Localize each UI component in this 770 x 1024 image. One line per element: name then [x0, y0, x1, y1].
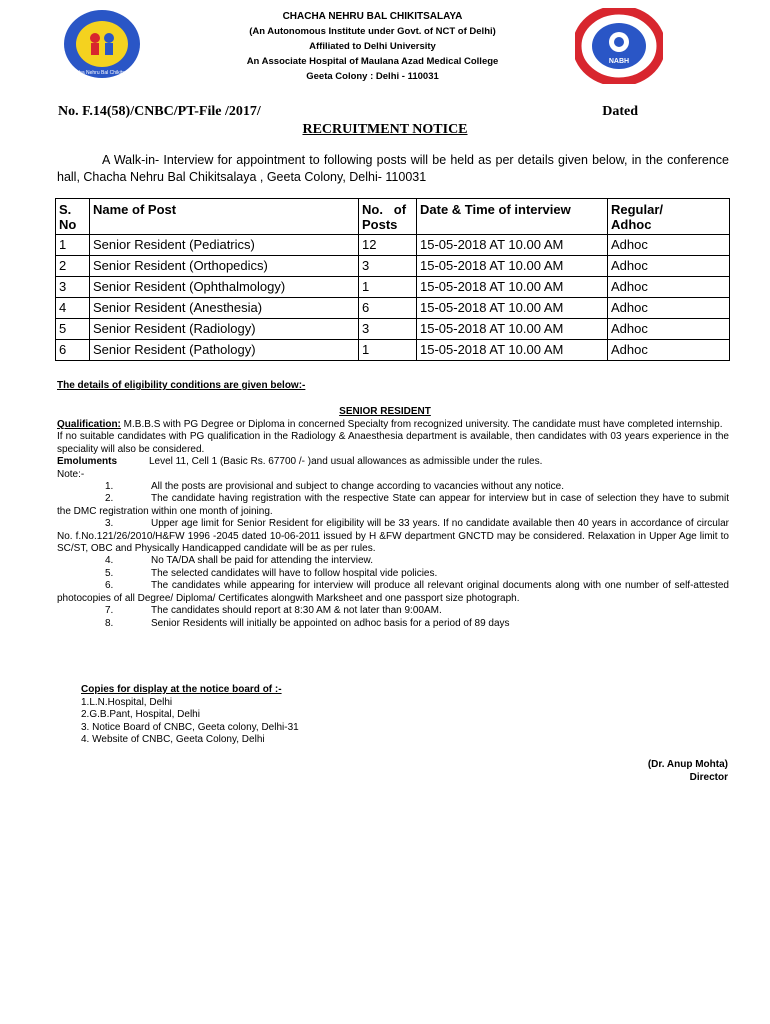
note-text: The candidates should report at 8:30 AM & not later than 9:00AM. [151, 605, 442, 617]
header-name: Name of Post [90, 199, 359, 235]
cell-posts: 3 [359, 256, 417, 277]
note-number: 6. [105, 580, 114, 592]
cell-name: Senior Resident (Anesthesia) [90, 298, 359, 319]
eligibility-body [57, 419, 729, 630]
header-sno-b: No [59, 217, 77, 232]
nabh-logo [575, 8, 663, 84]
cell-name: Senior Resident (Ophthalmology) [90, 277, 359, 298]
note-label: Note:- [57, 468, 85, 480]
header-type-a: Regular/ [611, 202, 664, 217]
cell-date: 15-05-2018 AT 10.00 AM [417, 298, 608, 319]
cell-date: 15-05-2018 AT 10.00 AM [417, 340, 608, 361]
cell-date: 15-05-2018 AT 10.00 AM [417, 235, 608, 256]
reference-number: No. F.14(58)/CNBC/PT-File /2017/ [58, 104, 261, 119]
senior-resident-heading: SENIOR RESIDENT [339, 406, 431, 417]
note-number: 8. [105, 617, 114, 629]
note-number: 7. [105, 605, 114, 617]
list-item: 1.L.N.Hospital, Delhi [81, 696, 173, 708]
cell-type: Adhoc [608, 319, 730, 340]
note-number: 2. [105, 493, 114, 505]
cell-name: Senior Resident (Orthopedics) [90, 256, 359, 277]
copies-list [81, 684, 299, 747]
cell-sno: 6 [56, 340, 90, 361]
note-text: Upper age limit for Senior Resident for eligibility will be 33 years. If no candidate available then 40 years in accordance of circular No. f.No.121/26/2010/H&FW 1996 -2045 dated 10-06-2011 issued by H &FW department GNCTD may be considered. Relaxation in Upper Age limit to SC/ST, OBC and Physically Handicapped candidate will be as per rules. [57, 518, 729, 555]
table-row [56, 277, 730, 298]
hospital-logo [62, 8, 142, 80]
list-item [57, 518, 729, 555]
note-number: 3. [105, 518, 114, 530]
dated-label: Dated [602, 104, 638, 119]
header-posts-a: No. of [362, 202, 407, 217]
qualification-label: Qualification: [57, 419, 121, 430]
note-text: The selected candidates will have to follow hospital vide policies. [151, 567, 438, 579]
header-posts-b: Posts [362, 217, 398, 232]
header-type [608, 199, 730, 235]
cell-sno: 1 [56, 235, 90, 256]
cell-date: 15-05-2018 AT 10.00 AM [417, 256, 608, 277]
list-item [57, 580, 729, 605]
header-date: Date & Time of interview [417, 199, 608, 235]
header-line-4: An Associate Hospital of Maulana Azad Medical College [246, 56, 499, 67]
list-item [57, 568, 729, 580]
cell-type: Adhoc [608, 235, 730, 256]
note-number: 4. [105, 555, 114, 567]
list-item [57, 618, 729, 630]
signatory-designation: Director [689, 771, 728, 783]
note-number: 1. [105, 481, 114, 493]
note-text: The candidate having registration with the respective State can appear for interview but in case of selection they have to submit the DMC registration within one month of joining. [57, 493, 729, 517]
list-item: 2.G.B.Pant, Hospital, Delhi [81, 709, 200, 721]
logo-right-text: NABH [608, 58, 630, 65]
header-sno-a: S. [59, 202, 72, 217]
cell-type: Adhoc [608, 340, 730, 361]
note-text: Senior Residents will initially be appointed on adhoc basis for a period of 89 days [151, 617, 510, 629]
qualification-paragraph [57, 419, 729, 431]
list-item [57, 555, 729, 567]
emoluments-paragraph [57, 456, 729, 468]
cell-date: 15-05-2018 AT 10.00 AM [417, 319, 608, 340]
header-sno [56, 199, 90, 235]
logo-left-text: Chacha Nehru Bal Chikitsalaya [67, 70, 137, 76]
list-item: 4. Website of CNBC, Geeta Colony, Delhi [81, 734, 265, 746]
cell-name: Senior Resident (Pediatrics) [90, 235, 359, 256]
header-line-3: Affiliated to Delhi University [309, 41, 436, 52]
list-item: 3. Notice Board of CNBC, Geeta colony, Delhi-31 [81, 721, 299, 733]
emoluments-label: Emoluments [57, 456, 118, 468]
posts-table [55, 198, 730, 361]
note-text: All the posts are provisional and subject to change according to vacancies without any notice. [151, 481, 565, 493]
reference-line [58, 104, 638, 120]
emoluments-text: Level 11, Cell 1 (Basic Rs. 67700 /- )and usual allowances as admissible under the rules. [149, 456, 543, 468]
header-line-2: (An Autonomous Institute under Govt. of NCT of Delhi) [249, 26, 496, 37]
note-number: 5. [105, 567, 114, 579]
header-type-b: Adhoc [611, 217, 652, 232]
table-row [56, 235, 730, 256]
eligibility-heading: The details of eligibility conditions are given below:- [57, 380, 306, 391]
cell-posts: 3 [359, 319, 417, 340]
intro-paragraph: A Walk-in- Interview for appointment to following posts will be held as per details given below, in the conference hall, Chacha Nehru Bal Chikitsalaya , Geeta Colony, Delhi- 110031 [57, 153, 729, 184]
qualification-text: M.B.B.S with PG Degree or Diploma in concerned Specialty from recognized university. The candidate must have completed internship. [120, 419, 723, 430]
qualification-extra: If no suitable candidates with PG qualification in the Radiology & Anaesthesia department is available, then candidates with 03 years experience in the speciality will also be considered. [57, 431, 729, 455]
cell-sno: 2 [56, 256, 90, 277]
list-item [57, 481, 729, 493]
copies-heading: Copies for display at the notice board of :- [81, 684, 282, 695]
cell-posts: 12 [359, 235, 417, 256]
cell-type: Adhoc [608, 277, 730, 298]
table-row [56, 298, 730, 319]
letterhead [200, 9, 545, 84]
header-line-5: Geeta Colony : Delhi - 110031 [306, 71, 439, 82]
note-text: No TA/DA shall be paid for attending the interview. [151, 555, 373, 567]
table-row [56, 256, 730, 277]
signature-block [648, 759, 728, 784]
list-item [57, 605, 729, 617]
table-row [56, 319, 730, 340]
cell-type: Adhoc [608, 298, 730, 319]
cell-name: Senior Resident (Pathology) [90, 340, 359, 361]
table-header-row [56, 199, 730, 235]
note-text: The candidates while appearing for interview will produce all relevant original documents along with one number of self-attested photocopies of all Degree/ Diploma/ Certificates alongwith Marksheet and one passport size photograph. [57, 580, 729, 604]
hospital-name: CHACHA NEHRU BAL CHIKITSALAYA [282, 11, 463, 22]
signatory-name: (Dr. Anup Mohta) [647, 759, 728, 770]
cell-posts: 1 [359, 340, 417, 361]
table-row [56, 340, 730, 361]
cell-posts: 6 [359, 298, 417, 319]
cell-sno: 5 [56, 319, 90, 340]
notice-title: RECRUITMENT NOTICE [302, 122, 468, 137]
cell-sno: 4 [56, 298, 90, 319]
cell-posts: 1 [359, 277, 417, 298]
cell-name: Senior Resident (Radiology) [90, 319, 359, 340]
cell-type: Adhoc [608, 256, 730, 277]
header-posts [359, 199, 417, 235]
cell-sno: 3 [56, 277, 90, 298]
cell-date: 15-05-2018 AT 10.00 AM [417, 277, 608, 298]
list-item [57, 493, 729, 518]
